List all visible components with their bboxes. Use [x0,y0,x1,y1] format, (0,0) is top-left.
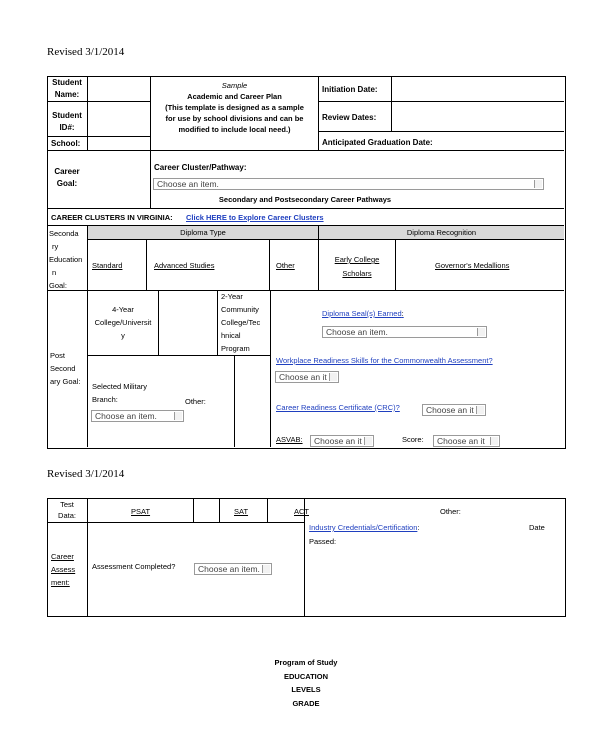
diploma-seals-dropdown[interactable]: Choose an item. [322,326,487,338]
levels-label: LEVELS [291,685,321,694]
advanced-studies-option[interactable]: Advanced Studies [154,261,215,270]
grade-label: GRADE [292,698,320,708]
act-label[interactable]: ACT [294,507,309,516]
student-name-field[interactable] [89,78,148,99]
standard-option[interactable]: Standard [92,261,123,270]
chevron-down-icon [262,565,270,573]
other-test-label: Other: [440,507,461,516]
diploma-type-header: Diploma Type [180,228,226,237]
review-dates-field[interactable] [393,103,562,129]
chevron-down-icon [476,406,484,414]
score-label: Score: [402,435,424,444]
initiation-date-label: Initiation Date: [322,85,378,94]
student-name-label: Student Name: [52,78,82,99]
career-goal-label: Career Goal: [54,167,80,188]
other-diploma-option[interactable]: Other [276,261,295,270]
clusters-label: CAREER CLUSTERS IN VIRGINIA: [51,213,173,222]
education-label: EDUCATION [283,671,329,681]
military-branch-label: Selected Military Branch: [92,382,148,404]
career-cluster-dropdown[interactable]: Choose an item. [153,178,544,190]
asvab-label: ASVAB: [276,435,303,444]
explore-clusters-link[interactable]: Click HERE to Explore Career Clusters [186,213,324,222]
career-readiness-link[interactable]: Career Readiness Certificate (CRC)? [276,403,400,412]
career-readiness-dropdown[interactable]: Choose an it [422,404,486,416]
initiation-date-field[interactable] [393,78,562,99]
asvab-dropdown[interactable]: Choose an it [310,435,374,447]
program-of-study-block [246,656,366,710]
assessment-completed-dropdown[interactable]: Choose an item. [194,563,272,575]
career-assessment-label: Career Assess ment: [51,552,76,587]
chevron-down-icon [477,328,485,336]
four-year-college-option[interactable]: 4-Year College/Universit y [94,305,152,340]
score-dropdown[interactable]: Choose an it [433,435,500,447]
chevron-down-icon [490,437,498,445]
student-id-label: Student ID#: [52,111,82,132]
plan-header: Sample Academic and Career Plan (This template is designed as a sample for use by school divisions and can be modified to include local need.) [165,81,304,134]
student-id-field[interactable] [89,103,148,134]
review-dates-label: Review Dates: [322,113,377,122]
chevron-down-icon [329,373,337,381]
psat-label[interactable]: PSAT [131,507,151,516]
school-field[interactable] [89,138,148,149]
workplace-readiness-link[interactable]: Workplace Readiness Skills for the Commonwealth Assessment? [276,356,493,365]
diploma-recognition-header: Diploma Recognition [406,228,477,237]
governors-medallions-option[interactable]: Governor's Medallions [435,261,510,270]
industry-credentials-label: Industry Credentials/Certification: [309,523,420,532]
sat-label[interactable]: SAT [234,507,249,516]
program-of-study-title: Program of Study [274,658,338,667]
pathways-heading: Secondary and Postsecondary Career Pathways [218,195,392,204]
chevron-down-icon [364,437,372,445]
military-branch-dropdown[interactable]: Choose an item. [91,410,184,422]
school-label: School: [51,139,81,148]
revised-date: Revised 3/1/2014 [47,46,125,58]
anticipated-graduation-label: Anticipated Graduation Date: [322,138,433,147]
workplace-readiness-dropdown[interactable]: Choose an it [275,371,339,383]
test-data-label: Test Data: [58,500,76,520]
post-secondary-goal-label: Post Second ary Goal: [50,351,81,386]
chevron-down-icon [534,180,542,188]
revised-date-2: Revised 3/1/2014 [47,468,125,480]
early-college-scholars-option[interactable]: Early College Scholars [334,255,380,278]
other-military-label: Other: [185,397,206,406]
passed-label: Passed: [309,537,337,546]
two-year-college-option[interactable]: 2-Year Community College/Tec hnical Program [221,292,261,353]
assessment-completed-label: Assessment Completed? [92,562,176,571]
diploma-seals-link[interactable]: Diploma Seal(s) Earned: [322,309,404,318]
chevron-down-icon [174,412,182,420]
secondary-education-goal-label: Seconda ry Education n Goal: [49,229,83,290]
date-label: Date [529,523,545,532]
career-cluster-label: Career Cluster/Pathway: [154,163,247,172]
